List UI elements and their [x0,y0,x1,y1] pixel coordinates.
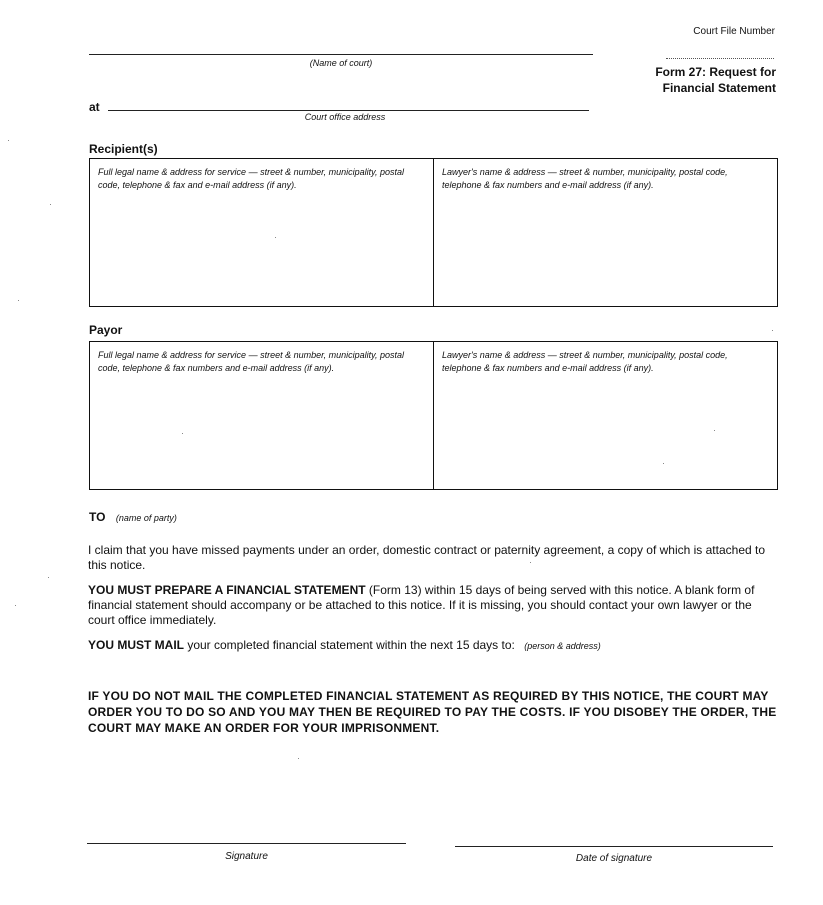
signature-caption: Signature [225,851,268,862]
court-file-number-label: Court File Number [693,26,775,37]
scan-speck [8,140,9,141]
scan-speck [48,577,49,578]
scan-speck [714,430,715,431]
payor-heading: Payor [89,323,123,337]
prepare-paragraph [88,583,778,628]
scan-speck [182,433,183,434]
recipients-heading: Recipient(s) [89,142,158,156]
at-label: at [89,100,100,114]
court-file-number-field[interactable] [666,58,774,59]
scan-speck [18,300,19,301]
to-label: TO [89,510,106,524]
recipient-lawyer-cell[interactable]: Lawyer's name & address — street & number, municipality, postal code, telephone & fax numbers and e-mail address (if any). [433,159,777,306]
form-title [655,64,776,96]
signature-field[interactable] [87,843,406,844]
scan-speck [772,330,773,331]
scan-speck [530,562,531,563]
mail-paragraph [88,638,778,654]
form-title-line1: Form 27: Request for [655,65,776,79]
mail-rest: your completed financial statement within the next 15 days to: [184,638,515,652]
court-office-address-caption: Court office address [304,112,386,122]
mail-bold: YOU MUST MAIL [88,638,184,652]
scan-speck [15,605,16,606]
name-of-court-caption: (Name of court) [309,58,373,68]
recipients-box [89,158,778,307]
claim-paragraph: I claim that you have missed payments under an order, domestic contract or paternity agreement, a copy of which is attached to this notice. [88,543,766,572]
scan-speck [298,758,299,759]
court-office-address-field[interactable] [108,110,589,111]
payor-box [89,341,778,490]
payor-lawyer-cell[interactable]: Lawyer's name & address — street & number, municipality, postal code, telephone & fax numbers and e-mail address (if any). [433,342,777,489]
recipient-party-cell[interactable]: Full legal name & address for service — street & number, municipality, postal code, telephone & fax and e-mail address (if any). [98,167,404,190]
date-of-signature-field[interactable] [455,846,773,847]
warning-paragraph: IF YOU DO NOT MAIL THE COMPLETED FINANCIAL STATEMENT AS REQUIRED BY THIS NOTICE, THE COURT MAY ORDER YOU TO DO SO AND YOU MAY THEN BE REQUIRED TO PAY THE COSTS. IF YOU DISOBEY THE ORDER, THE COURT MAY MAKE AN ORDER FOR YOUR IMPRISONMENT. [88,689,777,735]
date-of-signature-caption: Date of signature [575,853,653,864]
mail-caption: (person & address) [524,641,601,651]
scan-speck [275,237,276,238]
scan-speck [50,204,51,205]
scan-speck [663,463,664,464]
prepare-bold: YOU MUST PREPARE A FINANCIAL STATEMENT [88,583,366,597]
form-title-line2: Financial Statement [662,81,776,95]
payor-party-cell[interactable]: Full legal name & address for service — street & number, municipality, postal code, telephone & fax numbers and e-mail address (if any). [98,350,404,373]
prepare-rest: (Form 13) within 15 days of being served with this notice. A blank form of financial statement should accompany or be attached to this notice. If it is missing, you should contact your own lawyer or the court office immediately. [88,583,755,627]
name-of-court-field[interactable] [89,54,593,55]
to-caption: (name of party) [115,513,177,523]
to-row [89,508,177,526]
